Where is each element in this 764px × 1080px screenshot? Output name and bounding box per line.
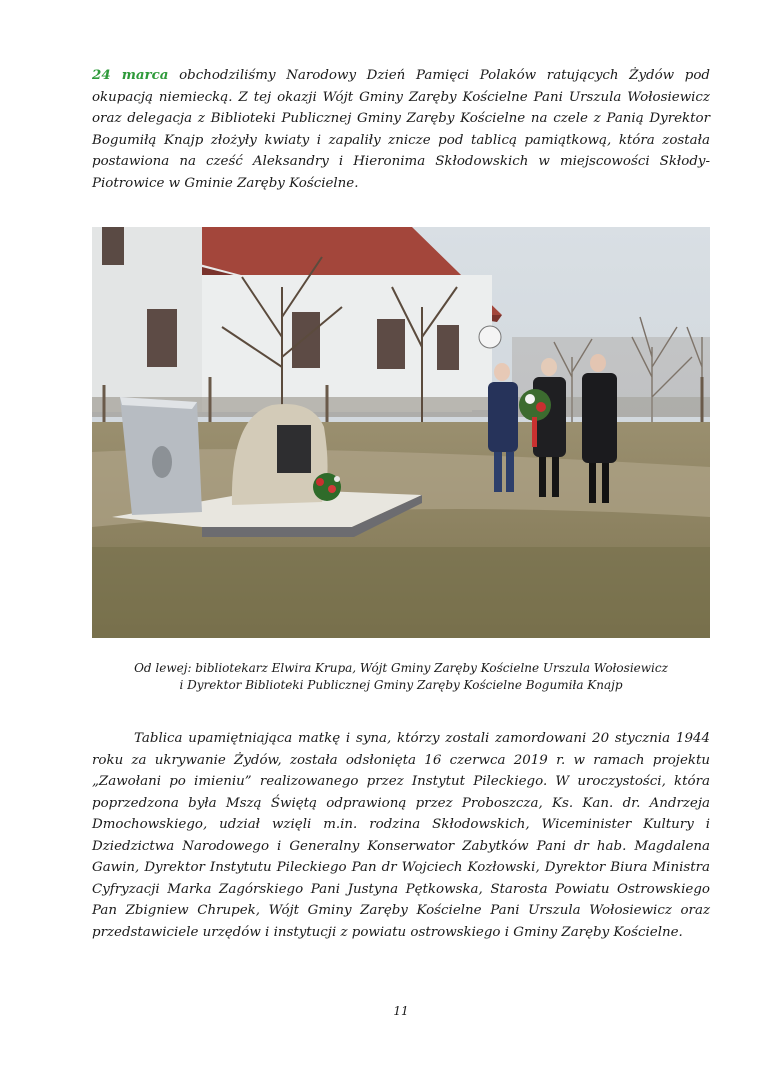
body-paragraph: Tablica upamiętniająca matkę i syna, którzy zostali zamordowani 20 stycznia 1944 roku za ukrywanie Żydów, została odsłonięta 16 czerwca 2019 r. w ramach projektu „Zawołani po imieniu” realizowanego przez Instytut Pileckiego. W uroczystości, która poprzedzona była Mszą Świętą odprawioną przez Proboszcza, Ks. Kan. dr. Andrzeja Dmochowskiego, udział wzięli m.in. rodzina Skłodowskich, Wiceminister Kultury i Dziedzictwa Narodowego i Generalny Konserwator Zabytków Pani dr hab. Magdalena Gawin, Dyrektor Instytutu Pileckiego Pan dr Wojciech Kozłowski, Dyrektor Biura Ministra Cyfryzacji Marka Zagórskiego Pani Justyna Pętkowska, Starosta Powiatu Ostrowskiego Pan Zbigniew Chrupek, Wójt Gminy Zaręby Kościelne Pani Urszula Wołosiewicz oraz przedstawiciele urzędów i instytucji z powiatu ostrowskiego i Gminy Zaręby Kościelne. (92, 731, 710, 940)
photo-illustration (92, 227, 710, 638)
photo-caption (92, 660, 710, 694)
caption-line-2: i Dyrektor Biblioteki Publicznej Gminy Zaręby Kościelne Bogumiła Knajp (179, 678, 623, 692)
intro-paragraph (92, 65, 710, 194)
memorial-photo (92, 227, 710, 638)
page-number: 11 (393, 1004, 409, 1018)
event-date: 24 marca (92, 67, 169, 83)
caption-line-1: Od lewej: bibliotekarz Elwira Krupa, Wójt Gminy Zaręby Kościelne Urszula Wołosiewicz (134, 661, 668, 675)
intro-paragraph-text: obchodziliśmy Narodowy Dzień Pamięci Polaków ratujących Żydów pod okupacją niemiecką. Z tej okazji Wójt Gminy Zaręby Kościelne Pani Urszula Wołosiewicz oraz delegacja z Biblioteki Publicznej Gminy Zaręby Kościelne na czele z Panią Dyrektor Bogumiłą Knajp złożyły kwiaty i zapaliły znicze pod tablicą pamiątkową, która została postawiona na cześć Aleksandry i Hieronima Skłodowskich w miejscowości Skłody-Piotrowice w Gminie Zaręby Kościelne. (92, 68, 710, 191)
